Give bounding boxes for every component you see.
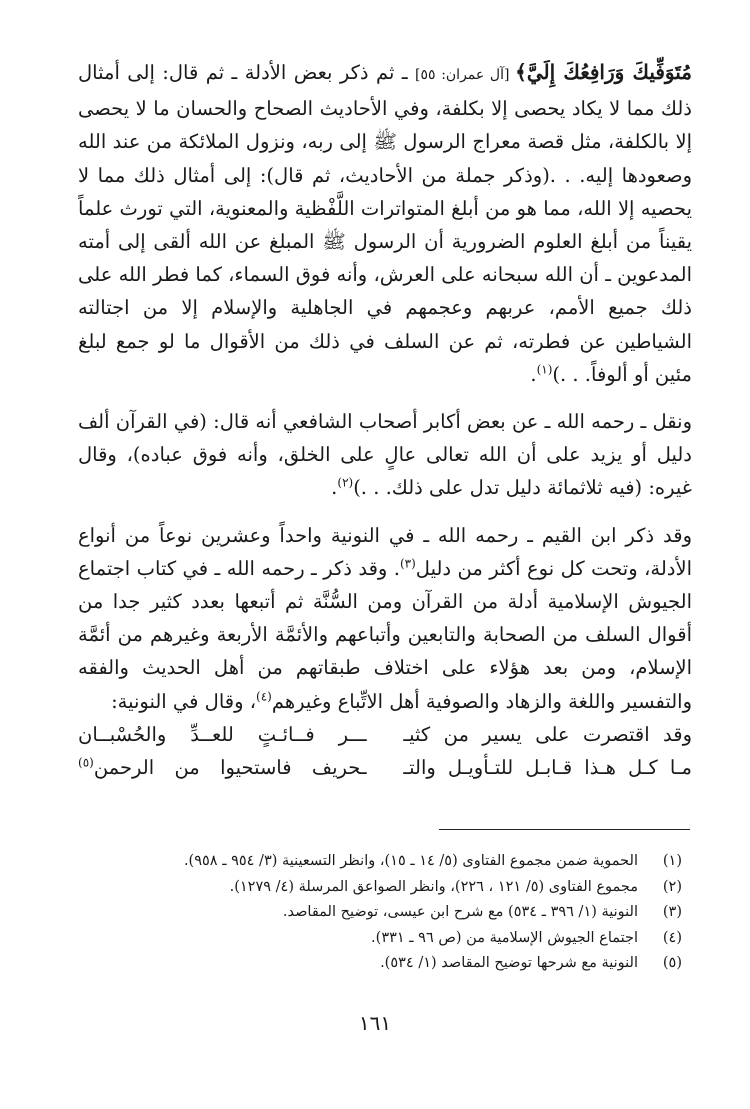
footnote-item (90, 926, 682, 952)
footnote-item (90, 875, 682, 901)
paragraph-1-body: ـ ثم ذكر بعض الأدلة ـ ثم قال: إلى أمثال ذلك مما لا يكاد يحصى إلا بكلفة، وفي الأحاديث الصحاح والحسان ما لا يحصى إلا بالكلفة، مثل قصة معراج الرسول ﷺ إلى ربه، ونزول الملائكة من عند الله وصعودها إليه. . .(وذكر جملة من الأحاديث، ثم قال): إلى أمثال ذلك مما لا يحصيه إلا الله، مما هو من أبلغ المتواترات اللَّفْظية والمعنوية، التي تورث علماً يقيناً من أبلغ العلوم الضرورية أن الرسول ﷺ المبلغ عن الله ألقى إلى أمته المدعوين ـ أن الله سبحانه على العرش، وأنه فوق السماء، كما فطر الله على ذلك جميع الأمم، عربهم وعجمهم في الجاهلية والإسلام إلا من اجتالته الشياطين عن فطرته، ثم عن السلف في ذلك من الأقوال ما لو جمع لبلغ مئين أو ألوفاً. . .) (78, 61, 692, 386)
verse-citation: [آل عمران: ٥٥] (415, 67, 516, 83)
footnote-ref-4: (٤) (256, 689, 272, 704)
verse-1-first-hemistich: وقد اقتصرت على يسير من كثيـ (403, 722, 692, 746)
footnote-text: الحموية ضمن مجموع الفتاوى (٥/ ١٤ ـ ١٥)، وانظر التسعينية (٣/ ٩٥٤ ـ ٩٥٨). (183, 853, 638, 869)
footnote-text: مجموع الفتاوى (٥/ ١٢١ ، ٢٢٦)، وانظر الصواعق المرسلة (٤/ ١٢٧٩). (229, 878, 638, 895)
footnote-number: (٤) (662, 929, 682, 946)
verse-1-second-hemistich: ـــر فــائـتٍ للعــدِّ والحُسْبــان (78, 722, 367, 746)
paragraph-3-part-a: وقد ذكر ابن القيم ـ رحمه الله ـ في النونية واحداً وعشرين نوعاً من أنواع الأدلة، وتحت كل نوع أكثر من دليل (78, 523, 693, 580)
footnote-ref-3: (٣) (399, 556, 416, 571)
footnote-item (90, 951, 682, 977)
footnote-number: (١) (662, 853, 682, 869)
paragraph-3 (78, 519, 692, 718)
main-text (78, 56, 692, 784)
verse-2-second-hemistich: ـحريف فاستحيوا من الرحمن (93, 756, 367, 780)
paragraph-1 (78, 56, 692, 391)
footnote-item (90, 849, 682, 875)
footnote-text: النونية مع شرحها توضيح المقاصد (١/ ٥٣٤). (380, 955, 638, 971)
footnote-text: النونية (١/ ٣٩٦ ـ ٥٣٤) مع شرح ابن عيسى، توضيح المقاصد. (282, 904, 638, 920)
poem-verse-2 (78, 751, 692, 784)
footnote-ref-1: (١) (536, 362, 553, 377)
verse-2-second-hemistich-wrap (78, 751, 367, 784)
footnote-text: اجتماع الجيوش الإسلامية من (ص ٩٦ ـ ٣٣١). (371, 929, 638, 946)
verse-2-first-hemistich: مـا كـل هـذا قـابـل للتـأويـل والتـ (403, 756, 692, 780)
footnote-item (90, 900, 682, 926)
paragraph-2-end: . (331, 476, 338, 500)
paragraph-2-body: ونقل ـ رحمه الله ـ عن بعض أكابر أصحاب الشافعي أنه قال: (في القرآن ألف دليل أو يزيد على أن الله تعالى عالٍ على الخلق، وأنه فوق عباده)، وقال غيره: (فيه ثلاثمائة دليل تدل على ذلك. . .) (78, 410, 692, 500)
footnote-ref-2: (٢) (337, 475, 354, 490)
page-number: ١٦١ (358, 1011, 392, 1035)
footnote-number: (٥) (662, 955, 682, 971)
poem-verse-1 (78, 718, 692, 751)
poem (78, 718, 692, 784)
quran-verse: مُتَوَفِّيكَ وَرَافِعُكَ إِلَيَّ﴾ (515, 60, 693, 84)
footnotes (90, 849, 682, 977)
paragraph-3-part-c: ، وقال في النونية: (111, 689, 257, 713)
paragraph-3-part-b: . وقد ذكر ـ رحمه الله ـ في كتاب اجتماع الجيوش الإسلامية أدلة من القرآن ومن السُّنَّة ثم أتبعها بعدد كثير جدا من أقوال السلف من الصحابة والتابعين وأتباعهم والأئمَّة الأربعة وغيرهم من أئمَّة الإسلام، ومن بعد هؤلاء على اختلاف طبقاتهم من أهل الحديث والفقه والتفسير واللغة والزهاد والصوفية أهل الاتِّباع وغيرهم (78, 556, 692, 713)
footnote-ref-5: (٥) (78, 755, 94, 770)
footnote-number: (٣) (662, 904, 682, 920)
paragraph-1-end: . (530, 362, 537, 386)
footnote-number: (٢) (662, 878, 682, 895)
footnote-divider (439, 829, 690, 830)
paragraph-2 (78, 405, 692, 505)
